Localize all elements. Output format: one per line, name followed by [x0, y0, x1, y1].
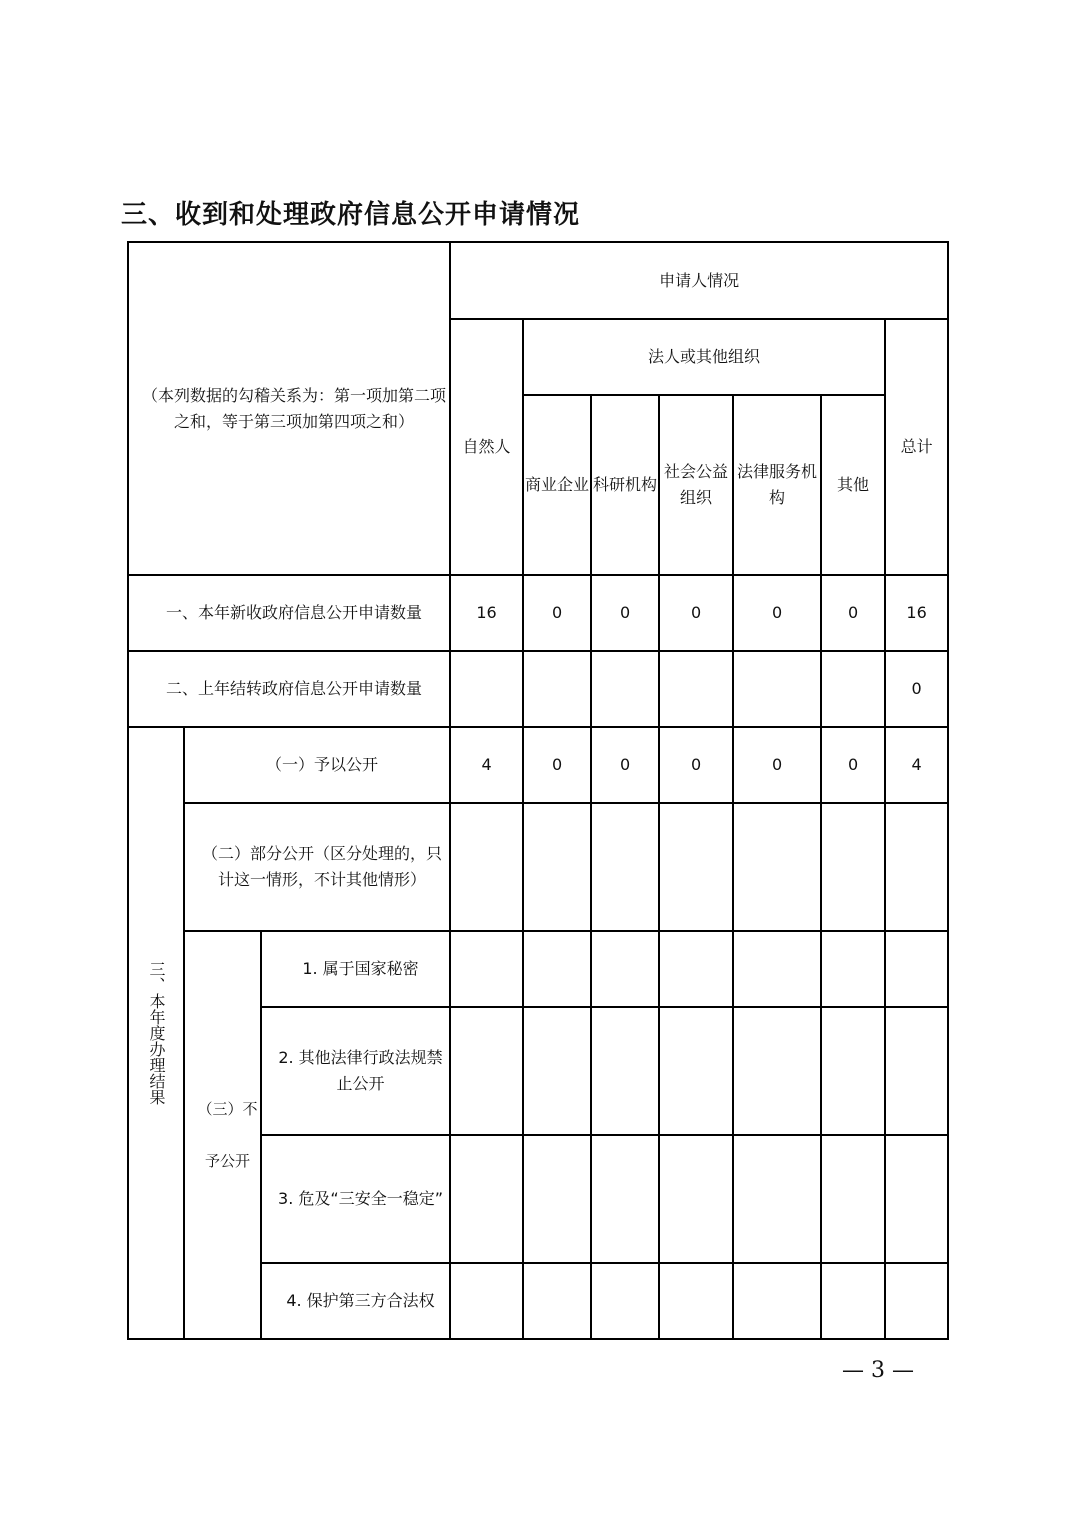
- cell: [591, 651, 659, 727]
- cell: [733, 1263, 821, 1339]
- cell: 16: [450, 575, 523, 651]
- row-label: 二、上年结转政府信息公开申请数量: [128, 651, 450, 727]
- cell: [733, 1135, 821, 1263]
- cell: [733, 1007, 821, 1135]
- corner-note: （本列数据的勾稽关系为：第一项加第二项之和，等于第三项加第四项之和）: [128, 242, 450, 575]
- cell: 4: [885, 727, 948, 803]
- cell: 0: [523, 575, 591, 651]
- table-row: [128, 651, 948, 727]
- cell: [450, 651, 523, 727]
- cell: [591, 931, 659, 1007]
- cell: [821, 1007, 885, 1135]
- cell: 16: [885, 575, 948, 651]
- cell: [523, 651, 591, 727]
- cell: [885, 803, 948, 931]
- cell: [591, 803, 659, 931]
- cell: 0: [885, 651, 948, 727]
- cell: [821, 931, 885, 1007]
- cell: [523, 1007, 591, 1135]
- row-label: 4. 保护第三方合法权: [261, 1263, 450, 1339]
- cell: [659, 931, 733, 1007]
- cell: 0: [821, 727, 885, 803]
- cell: [450, 803, 523, 931]
- row-label: 2. 其他法律行政法规禁止公开: [261, 1007, 450, 1135]
- cell: 0: [733, 575, 821, 651]
- cell: [450, 1007, 523, 1135]
- cell: [885, 1007, 948, 1135]
- cell: [733, 651, 821, 727]
- row-label: （一）予以公开: [184, 727, 450, 803]
- cell: 0: [659, 575, 733, 651]
- cell: [450, 1263, 523, 1339]
- cell: [821, 651, 885, 727]
- header-applicant: 申请人情况: [450, 242, 948, 319]
- cell: [523, 803, 591, 931]
- not-disclosed-label: （三）不予公开: [184, 931, 261, 1339]
- header-legal-service: 法律服务机构: [733, 395, 821, 575]
- cell: 4: [450, 727, 523, 803]
- section3-label: 三、本年度办理结果: [128, 727, 184, 1339]
- row-label: 3. 危及“三安全一稳定”: [261, 1135, 450, 1263]
- cell: [659, 1135, 733, 1263]
- cell: [659, 803, 733, 931]
- cell: [659, 1263, 733, 1339]
- table-row: [128, 803, 948, 931]
- page-number: — 3 —: [842, 1358, 914, 1383]
- cell: [659, 651, 733, 727]
- cell: [885, 931, 948, 1007]
- table-row: [128, 575, 948, 651]
- section-title: 三、收到和处理政府信息公开申请情况: [121, 200, 581, 230]
- header-natural-person: 自然人: [450, 319, 523, 575]
- cell: 0: [523, 727, 591, 803]
- cell: [733, 803, 821, 931]
- table-row: [128, 727, 948, 803]
- cell: [733, 931, 821, 1007]
- cell: [450, 931, 523, 1007]
- header-total: 总计: [885, 319, 948, 575]
- cell: 0: [591, 575, 659, 651]
- cell: 0: [733, 727, 821, 803]
- cell: [821, 1135, 885, 1263]
- row-label: 1. 属于国家秘密: [261, 931, 450, 1007]
- cell: [523, 931, 591, 1007]
- header-commercial: 商业企业: [523, 395, 591, 575]
- cell: [523, 1263, 591, 1339]
- header-legal-org: 法人或其他组织: [523, 319, 885, 395]
- cell: [450, 1135, 523, 1263]
- cell: [591, 1135, 659, 1263]
- cell: [523, 1135, 591, 1263]
- table-row: [128, 931, 948, 1007]
- cell: [885, 1263, 948, 1339]
- row-label: （二）部分公开（区分处理的，只计这一情形，不计其他情形）: [184, 803, 450, 931]
- header-research: 科研机构: [591, 395, 659, 575]
- cell: 0: [591, 727, 659, 803]
- cell: [591, 1007, 659, 1135]
- row-label: 一、本年新收政府信息公开申请数量: [128, 575, 450, 651]
- header-other: 其他: [821, 395, 885, 575]
- header-social: 社会公益组织: [659, 395, 733, 575]
- cell: 0: [821, 575, 885, 651]
- cell: [821, 1263, 885, 1339]
- cell: 0: [659, 727, 733, 803]
- cell: [591, 1263, 659, 1339]
- cell: [821, 803, 885, 931]
- cell: [885, 1135, 948, 1263]
- report-table: [127, 241, 949, 1340]
- cell: [659, 1007, 733, 1135]
